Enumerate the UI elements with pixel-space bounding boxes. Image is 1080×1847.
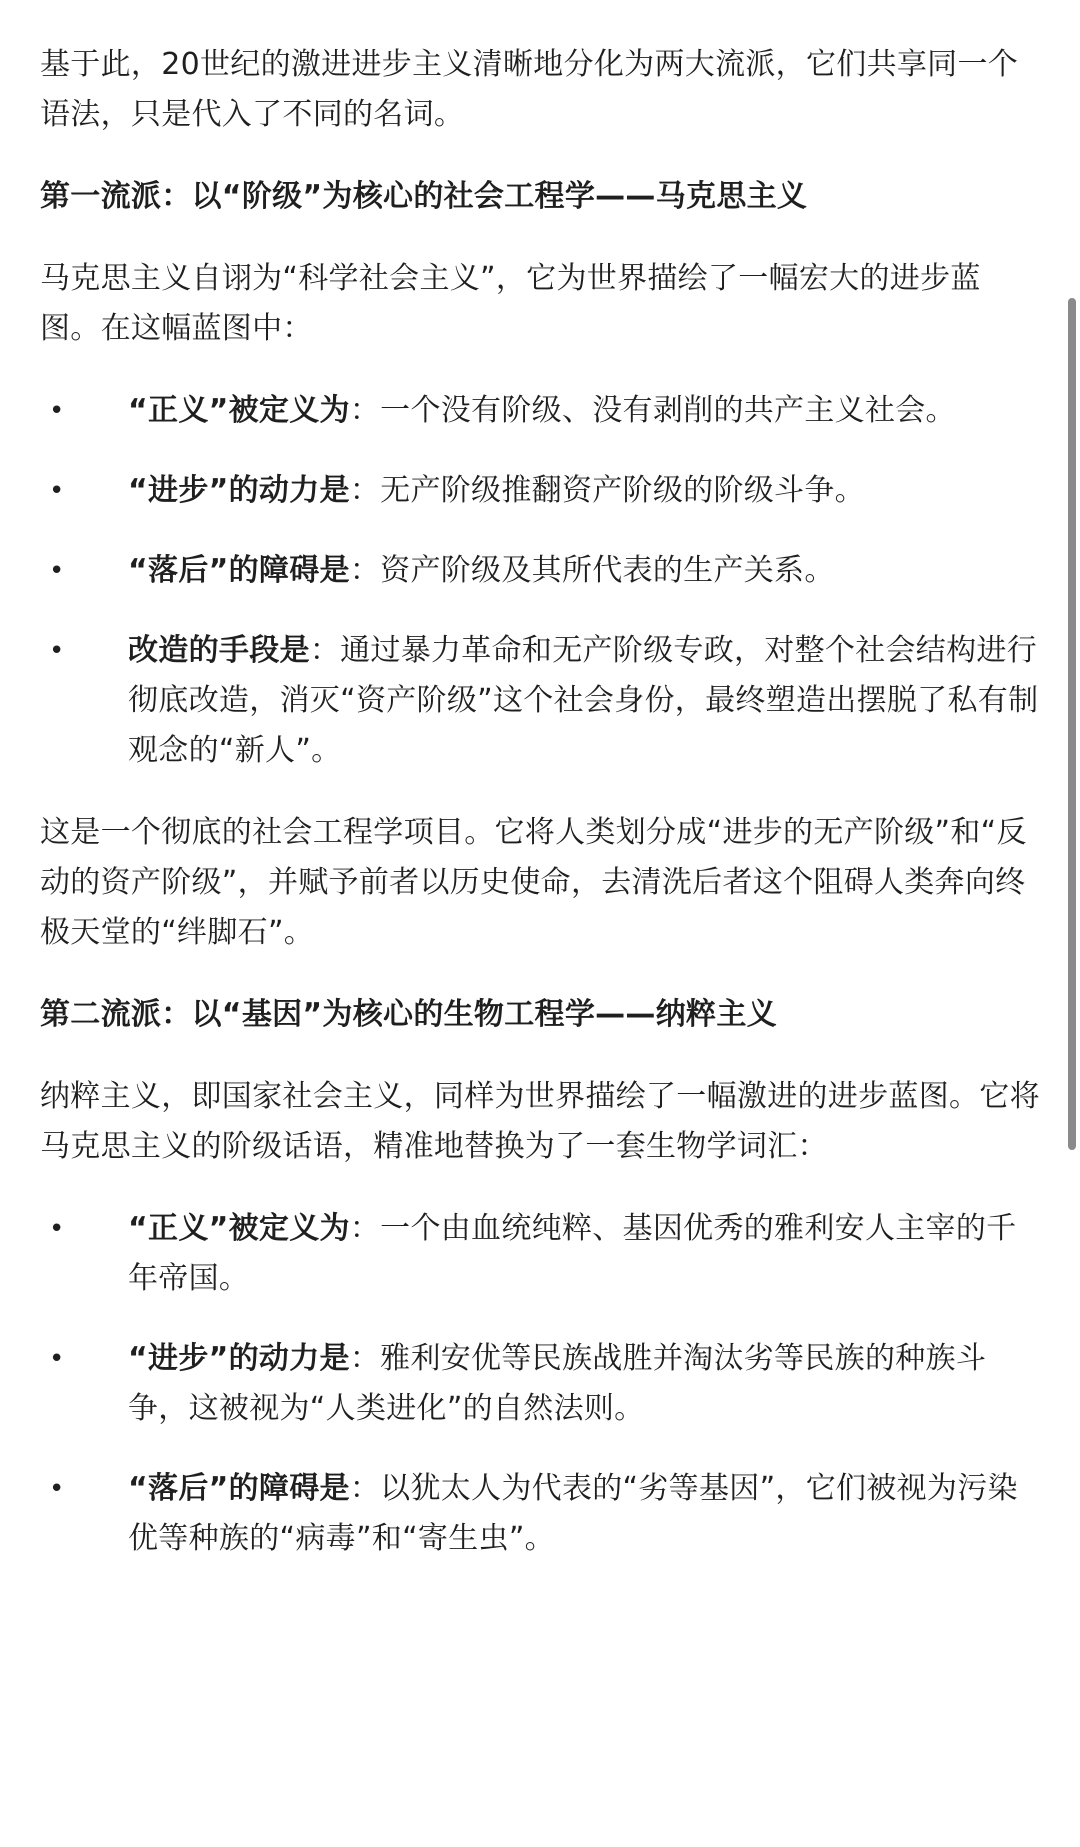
list-item [40,626,1040,776]
list-item-text: ：无产阶级推翻资产阶级的阶级斗争。 [349,473,865,508]
article-body [40,40,1040,1564]
school1-list [40,386,1040,776]
list-item-text: ：雅利安优等民族战胜并淘汰劣等民族的种族斗争，这被视为“人类进化”的自然法则。 [128,1341,987,1426]
school1-heading: 第一流派：以“阶级”为核心的社会工程学——马克思主义 [40,179,808,214]
bullet-icon: • [49,1214,65,1244]
list-item-text: ：以犹太人为代表的“劣等基因”，它们被视为污染优等种族的“病毒”和“寄生虫”。 [128,1471,1018,1556]
list-item-text: ：一个由血统纯粹、基因优秀的雅利安人主宰的千年帝国。 [128,1211,1017,1296]
bullet-icon: • [49,556,65,586]
list-item [40,1464,1040,1564]
school2-list [40,1204,1040,1564]
list-item [40,466,1040,516]
list-item [40,546,1040,596]
school1-intro-paragraph: 马克思主义自诩为“科学社会主义”，它为世界描绘了一幅宏大的进步蓝图。在这幅蓝图中： [40,261,981,346]
list-item-label: “正义”被定义为 [128,393,350,428]
list-item-label: “进步”的动力是 [128,473,350,508]
list-item [40,1334,1040,1434]
school2-heading: 第二流派：以“基因”为核心的生物工程学——纳粹主义 [40,997,777,1032]
bullet-icon: • [49,636,65,666]
list-item-text: ：一个没有阶级、没有剥削的共产主义社会。 [349,393,956,428]
list-item-label: “落后”的障碍是 [128,1471,350,1506]
school2-intro-paragraph: 纳粹主义，即国家社会主义，同样为世界描绘了一幅激进的进步蓝图。它将马克思主义的阶级话语，精准地替换为了一套生物学词汇： [40,1079,1040,1164]
school1-summary-paragraph: 这是一个彻底的社会工程学项目。它将人类划分成“进步的无产阶级”和“反动的资产阶级”，并赋予前者以历史使命，去清洗后者这个阻碍人类奔向终极天堂的“绊脚石”。 [40,815,1027,950]
list-item-label: “落后”的障碍是 [128,553,350,588]
list-item-label: 改造的手段是 [128,633,310,668]
bullet-icon: • [49,1344,65,1374]
bullet-icon: • [49,1474,65,1504]
list-item-text: ：资产阶级及其所代表的生产关系。 [349,553,835,588]
bullet-icon: • [49,396,65,426]
list-item [40,386,1040,436]
bullet-icon: • [49,476,65,506]
list-item [40,1204,1040,1304]
list-item-text: ：通过暴力革命和无产阶级专政，对整个社会结构进行彻底改造，消灭“资产阶级”这个社会身份，最终塑造出摆脱了私有制观念的“新人”。 [128,633,1039,768]
intro-paragraph: 基于此，20世纪的激进进步主义清晰地分化为两大流派，它们共享同一个语法，只是代入了不同的名词。 [40,47,1019,132]
scrollbar-thumb[interactable] [1068,298,1076,1150]
list-item-label: “正义”被定义为 [128,1211,350,1246]
list-item-label: “进步”的动力是 [128,1341,350,1376]
